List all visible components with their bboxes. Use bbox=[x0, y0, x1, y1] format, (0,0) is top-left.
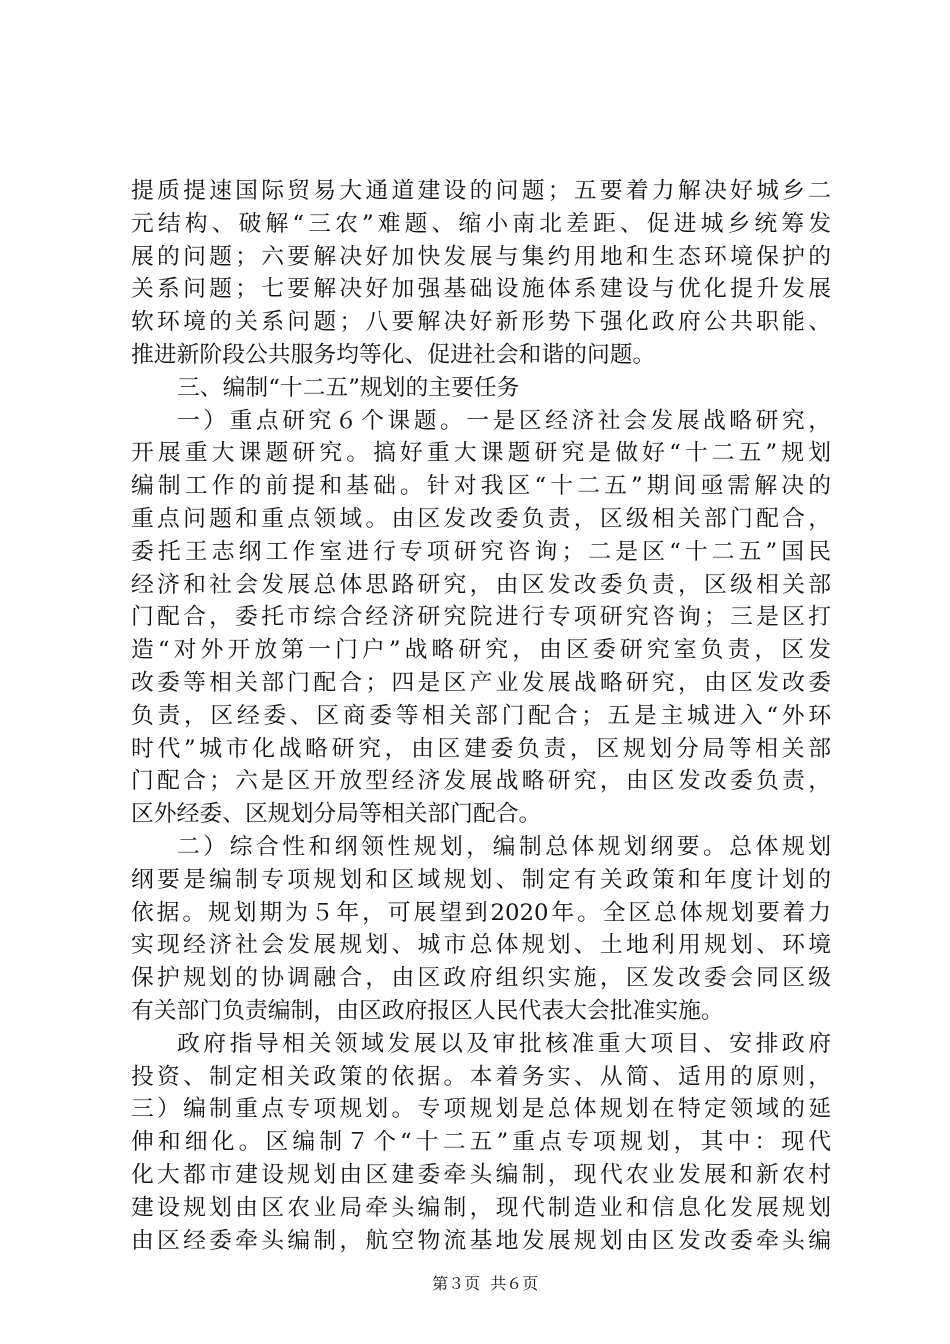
text-line: 投资、制定相关政策的依据。本着务实、从简、适用的原则， bbox=[131, 1063, 831, 1090]
text-line: 政府指导相关领域发展以及审批核准重大项目、安排政府 bbox=[177, 1030, 831, 1057]
text-line: 三）编制重点专项规划。专项规划是总体规划在特定领域的延 bbox=[131, 1096, 831, 1123]
text-line: 由区经委牵头编制，航空物流基地发展规划由区发改委牵头编 bbox=[131, 1227, 831, 1254]
text-line: 展的问题；六要解决好加快发展与集约用地和生态环境保护的 bbox=[131, 243, 831, 270]
text-line: 门配合；六是区开放型经济发展战略研究，由区发改委负责， bbox=[131, 768, 831, 795]
text-line: 化大都市建设规划由区建委牵头编制，现代农业发展和新农村 bbox=[131, 1161, 831, 1188]
body-text bbox=[131, 175, 831, 1257]
section-heading: 三、编制“十二五”规划的主要任务 bbox=[177, 374, 520, 401]
page-number-label: 第３页 共６页 bbox=[432, 1274, 539, 1293]
text-line: 纲要是编制专项规划和区域规划、制定有关政策和年度计划的 bbox=[131, 866, 831, 893]
text-line: 伸和细化。区编制７个“十二五”重点专项规划，其中：现代 bbox=[131, 1129, 831, 1156]
text-line: 有关部门负责编制，由区政府报区人民代表大会批准实施。 bbox=[131, 997, 724, 1024]
text-line: 区外经委、区规划分局等相关部门配合。 bbox=[131, 801, 542, 828]
text-line: 建设规划由区农业局牵头编制，现代制造业和信息化发展规划 bbox=[131, 1194, 831, 1221]
text-line: 依据。规划期为５年，可展望到2020年。全区总体规划要着力 bbox=[131, 899, 831, 926]
text-line: 负责，区经委、区商委等相关部门配合；五是主城进入“外环 bbox=[131, 702, 831, 729]
text-line: 开展重大课题研究。搞好重大课题研究是做好“十二五”规划 bbox=[131, 440, 831, 467]
text-line: 关系问题；七要解决好加强基础设施体系建设与优化提升发展 bbox=[131, 276, 831, 303]
text-line: 一）重点研究６个课题。一是区经济社会发展战略研究， bbox=[177, 407, 831, 434]
text-line: 推进新阶段公共服务均等化、促进社会和谐的问题。 bbox=[131, 341, 656, 368]
text-line: 改委等相关部门配合；四是区产业发展战略研究，由区发改委 bbox=[131, 669, 831, 696]
text-line: 实现经济社会发展规划、城市总体规划、土地利用规划、环境 bbox=[131, 932, 831, 959]
text-line: 委托王志纲工作室进行专项研究咨询；二是区“十二五”国民 bbox=[131, 538, 831, 565]
text-line: 重点问题和重点领域。由区发改委负责，区级相关部门配合， bbox=[131, 505, 831, 532]
text-line: 提质提速国际贸易大通道建设的问题；五要着力解决好城乡二 bbox=[131, 178, 831, 204]
text-line: 保护规划的协调融合，由区政府组织实施，区发改委会同区级 bbox=[131, 965, 831, 992]
text-line: 编制工作的前提和基础。针对我区“十二五”期间亟需解决的 bbox=[131, 473, 831, 500]
text-line: 经济和社会发展总体思路研究，由区发改委负责，区级相关部 bbox=[131, 571, 831, 598]
text-line: 软环境的关系问题；八要解决好新形势下强化政府公共职能、 bbox=[131, 309, 831, 336]
text-line: 时代”城市化战略研究，由区建委负责，区规划分局等相关部 bbox=[131, 735, 831, 762]
text-line: 元结构、破解“三农”难题、缩小南北差距、促进城乡统筹发 bbox=[131, 210, 831, 237]
text-line: 造“对外开放第一门户”战略研究，由区委研究室负责，区发 bbox=[131, 637, 831, 664]
text-line: 二）综合性和纲领性规划，编制总体规划纲要。总体规划 bbox=[177, 833, 831, 860]
page-footer bbox=[0, 1254, 950, 1314]
text-line: 门配合，委托市综合经济研究院进行专项研究咨询；三是区打 bbox=[131, 604, 831, 631]
